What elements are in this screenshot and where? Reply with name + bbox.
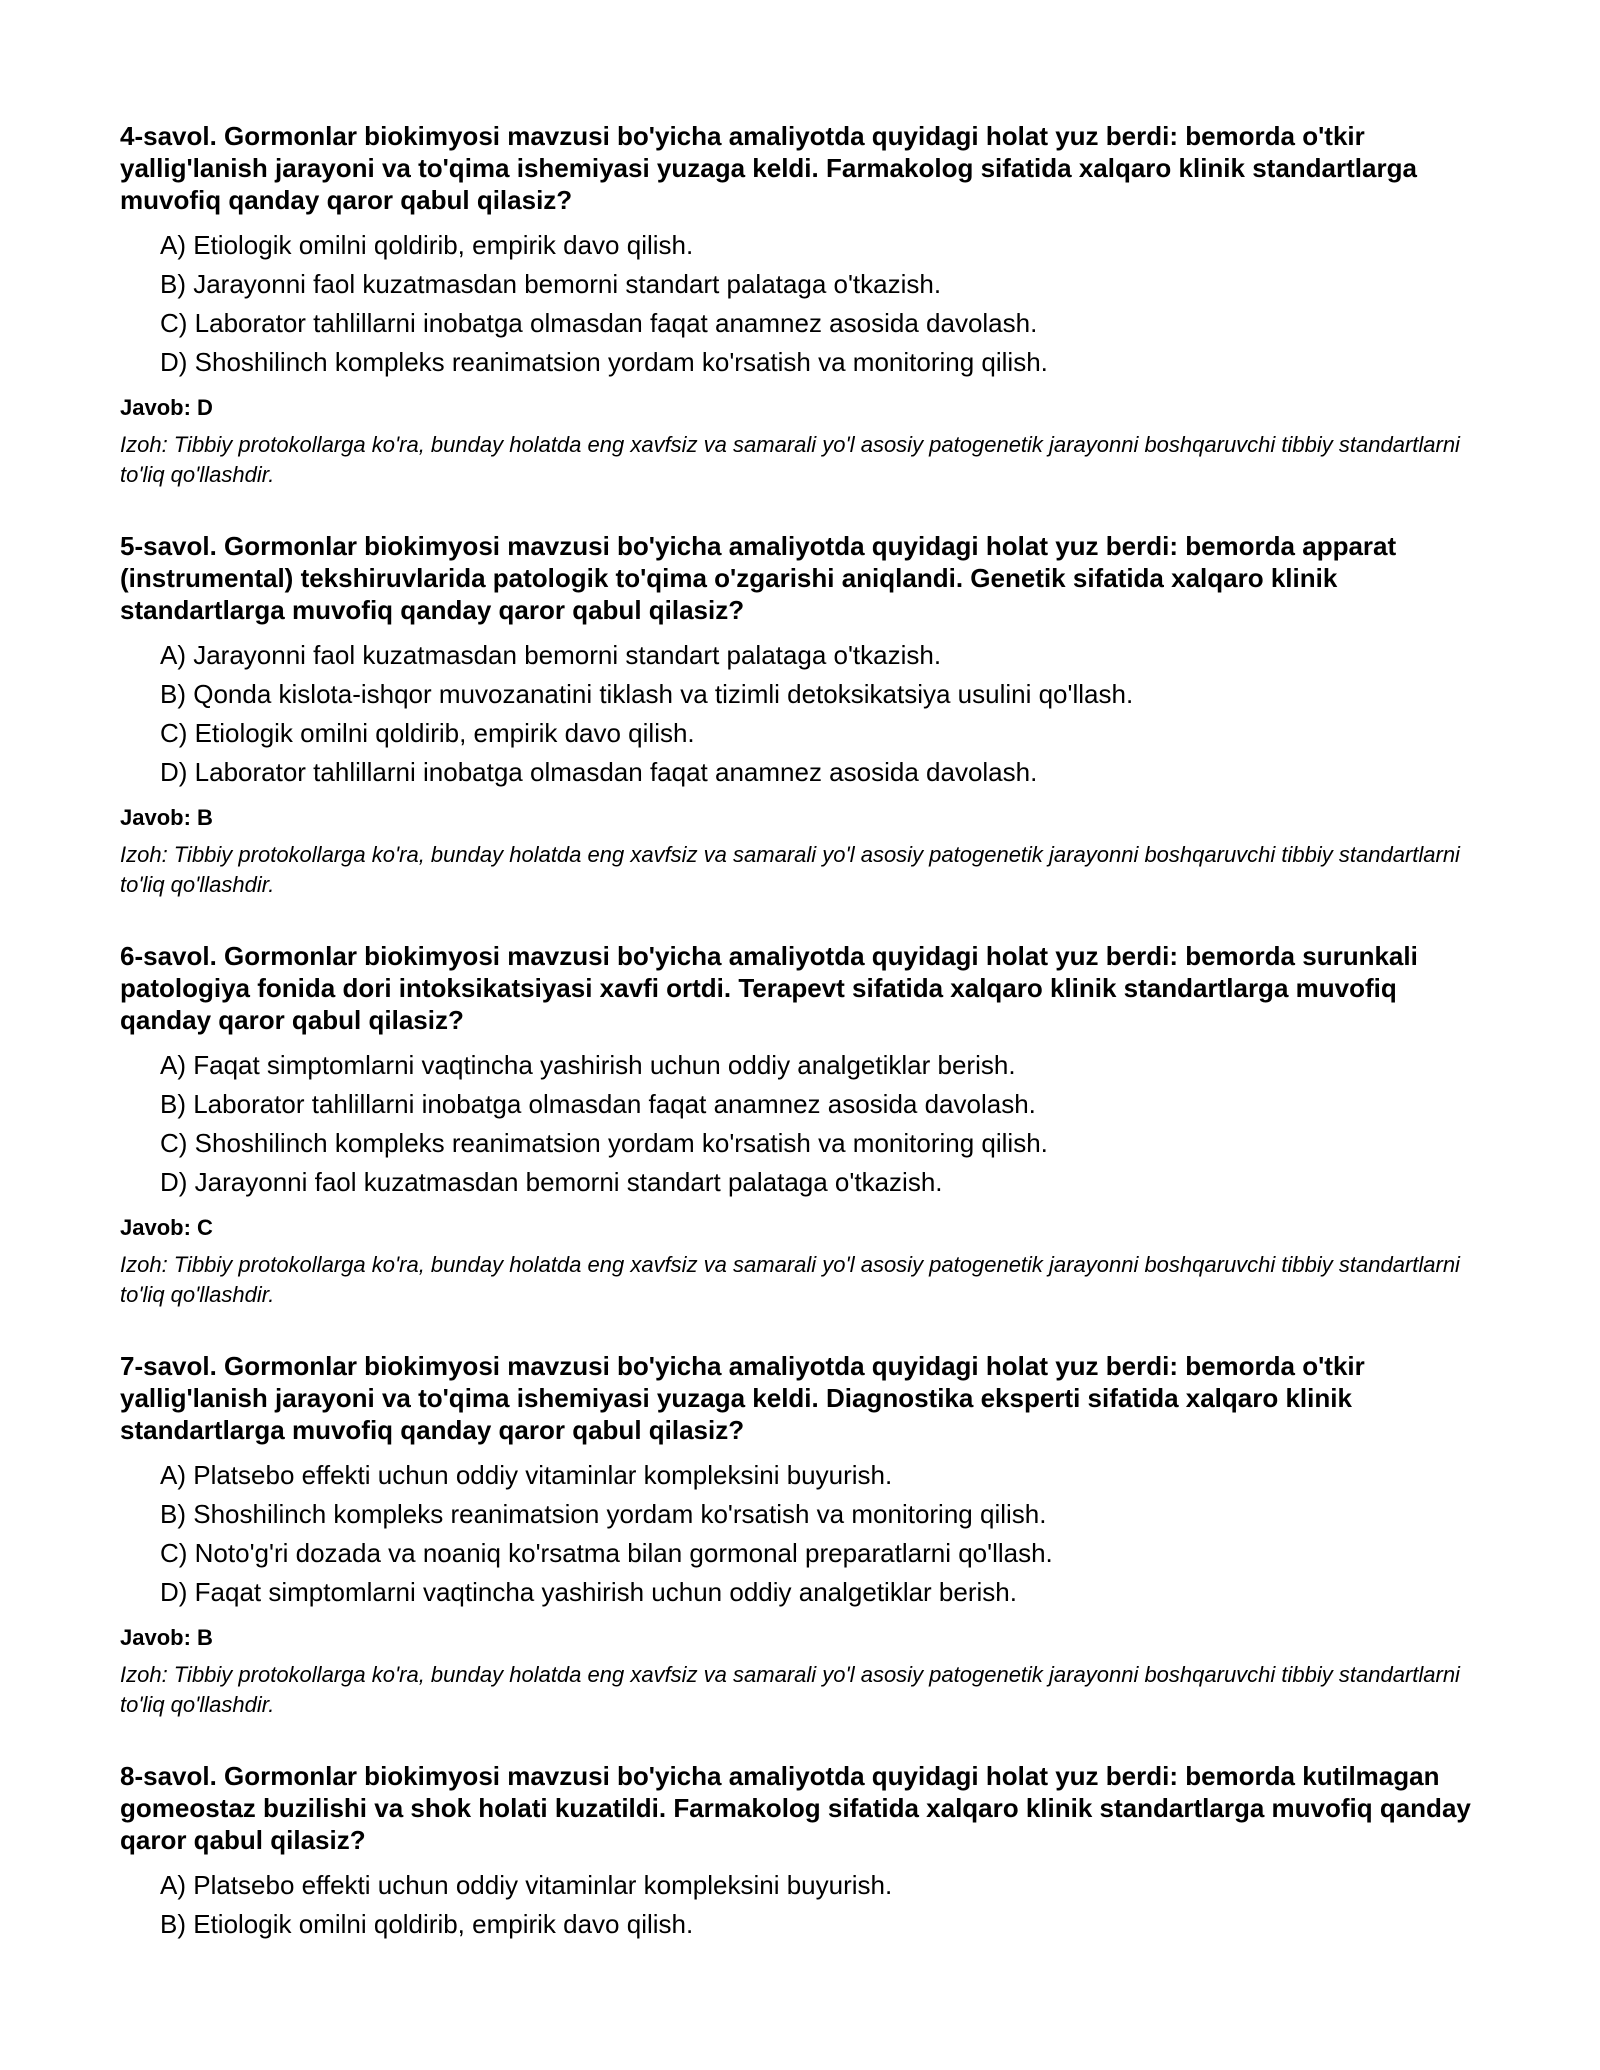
option-b: B) Qonda kislota-ishqor muvozanatini tiklash va tizimli detoksikatsiya usulini qo'llash.	[160, 679, 1134, 709]
option-a: A) Platsebo effekti uchun oddiy vitaminlar kompleksini buyurish.	[160, 1870, 893, 1900]
option-list	[120, 1456, 1490, 1612]
question-title: 5-savol. Gormonlar biokimyosi mavzusi bo'yicha amaliyotda quyidagi holat yuz berdi: bemorda apparat (instrumental) tekshiruvlarida patologik to'qima o'zgarishi aniqlandi. Genetik sifatida xalqaro klinik standartlarga muvofiq qanday qaror qabul qilasiz?	[120, 531, 1397, 625]
option-c: C) Laborator tahlillarni inobatga olmasdan faqat anamnez asosida davolash.	[160, 308, 1038, 338]
question-6	[120, 940, 1490, 1310]
option-b: B) Jarayonni faol kuzatmasdan bemorni standart palataga o'tkazish.	[160, 269, 942, 299]
answer: Javob: D	[120, 395, 213, 420]
question-7	[120, 1350, 1490, 1720]
answer: Javob: B	[120, 805, 213, 830]
option-a: A) Etiologik omilni qoldirib, empirik davo qilish.	[160, 230, 694, 260]
question-4	[120, 120, 1490, 490]
option-c: C) Shoshilinch kompleks reanimatsion yordam ko'rsatish va monitoring qilish.	[160, 1128, 1048, 1158]
document-page	[120, 120, 1490, 1984]
question-5	[120, 530, 1490, 900]
question-title: 4-savol. Gormonlar biokimyosi mavzusi bo'yicha amaliyotda quyidagi holat yuz berdi: bemorda o'tkir yallig'lanish jarayoni va to'qima ishemiyasi yuzaga keldi. Farmakolog sifatida xalqaro klinik standartlarga muvofiq qanday qaror qabul qilasiz?	[120, 121, 1417, 215]
explanation: Izoh: Tibbiy protokollarga ko'ra, bunday holatda eng xavfsiz va samarali yo'l asosiy patogenetik jarayonni boshqaruvchi tibbiy standartlarni to'liq qo'llashdir.	[120, 432, 1460, 487]
explanation: Izoh: Tibbiy protokollarga ko'ra, bunday holatda eng xavfsiz va samarali yo'l asosiy patogenetik jarayonni boshqaruvchi tibbiy standartlarni to'liq qo'llashdir.	[120, 1662, 1460, 1717]
option-d: D) Shoshilinch kompleks reanimatsion yordam ko'rsatish va monitoring qilish.	[160, 347, 1048, 377]
question-title: 8-savol. Gormonlar biokimyosi mavzusi bo'yicha amaliyotda quyidagi holat yuz berdi: bemorda kutilmagan gomeostaz buzilishi va shok holati kuzatildi. Farmakolog sifatida xalqaro klinik standartlarga muvofiq qanday qaror qabul qilasiz?	[120, 1761, 1471, 1855]
question-title: 6-savol. Gormonlar biokimyosi mavzusi bo'yicha amaliyotda quyidagi holat yuz berdi: bemorda surunkali patologiya fonida dori intoksikatsiyasi xavfi ortdi. Terapevt sifatida xalqaro klinik standartlarga muvofiq qanday qaror qabul qilasiz?	[120, 941, 1418, 1035]
answer: Javob: C	[120, 1215, 213, 1240]
question-title: 7-savol. Gormonlar biokimyosi mavzusi bo'yicha amaliyotda quyidagi holat yuz berdi: bemorda o'tkir yallig'lanish jarayoni va to'qima ishemiyasi yuzaga keldi. Diagnostika eksperti sifatida xalqaro klinik standartlarga muvofiq qanday qaror qabul qilasiz?	[120, 1351, 1365, 1445]
option-a: A) Jarayonni faol kuzatmasdan bemorni standart palataga o'tkazish.	[160, 640, 942, 670]
option-d: D) Faqat simptomlarni vaqtincha yashirish uchun oddiy analgetiklar berish.	[160, 1577, 1017, 1607]
option-b: B) Laborator tahlillarni inobatga olmasdan faqat anamnez asosida davolash.	[160, 1089, 1036, 1119]
option-d: D) Laborator tahlillarni inobatga olmasdan faqat anamnez asosida davolash.	[160, 757, 1038, 787]
question-8	[120, 1760, 1490, 1944]
explanation: Izoh: Tibbiy protokollarga ko'ra, bunday holatda eng xavfsiz va samarali yo'l asosiy patogenetik jarayonni boshqaruvchi tibbiy standartlarni to'liq qo'llashdir.	[120, 1252, 1460, 1307]
option-d: D) Jarayonni faol kuzatmasdan bemorni standart palataga o'tkazish.	[160, 1167, 943, 1197]
option-a: A) Faqat simptomlarni vaqtincha yashirish uchun oddiy analgetiklar berish.	[160, 1050, 1016, 1080]
answer: Javob: B	[120, 1625, 213, 1650]
option-list	[120, 1866, 1490, 1944]
option-list	[120, 226, 1490, 382]
option-a: A) Platsebo effekti uchun oddiy vitaminlar kompleksini buyurish.	[160, 1460, 893, 1490]
explanation: Izoh: Tibbiy protokollarga ko'ra, bunday holatda eng xavfsiz va samarali yo'l asosiy patogenetik jarayonni boshqaruvchi tibbiy standartlarni to'liq qo'llashdir.	[120, 842, 1460, 897]
option-c: C) Etiologik omilni qoldirib, empirik davo qilish.	[160, 718, 695, 748]
option-list	[120, 1046, 1490, 1202]
option-c: C) Noto'g'ri dozada va noaniq ko'rsatma bilan gormonal preparatlarni qo'llash.	[160, 1538, 1053, 1568]
option-b: B) Shoshilinch kompleks reanimatsion yordam ko'rsatish va monitoring qilish.	[160, 1499, 1047, 1529]
option-b: B) Etiologik omilni qoldirib, empirik davo qilish.	[160, 1909, 694, 1939]
option-list	[120, 636, 1490, 792]
